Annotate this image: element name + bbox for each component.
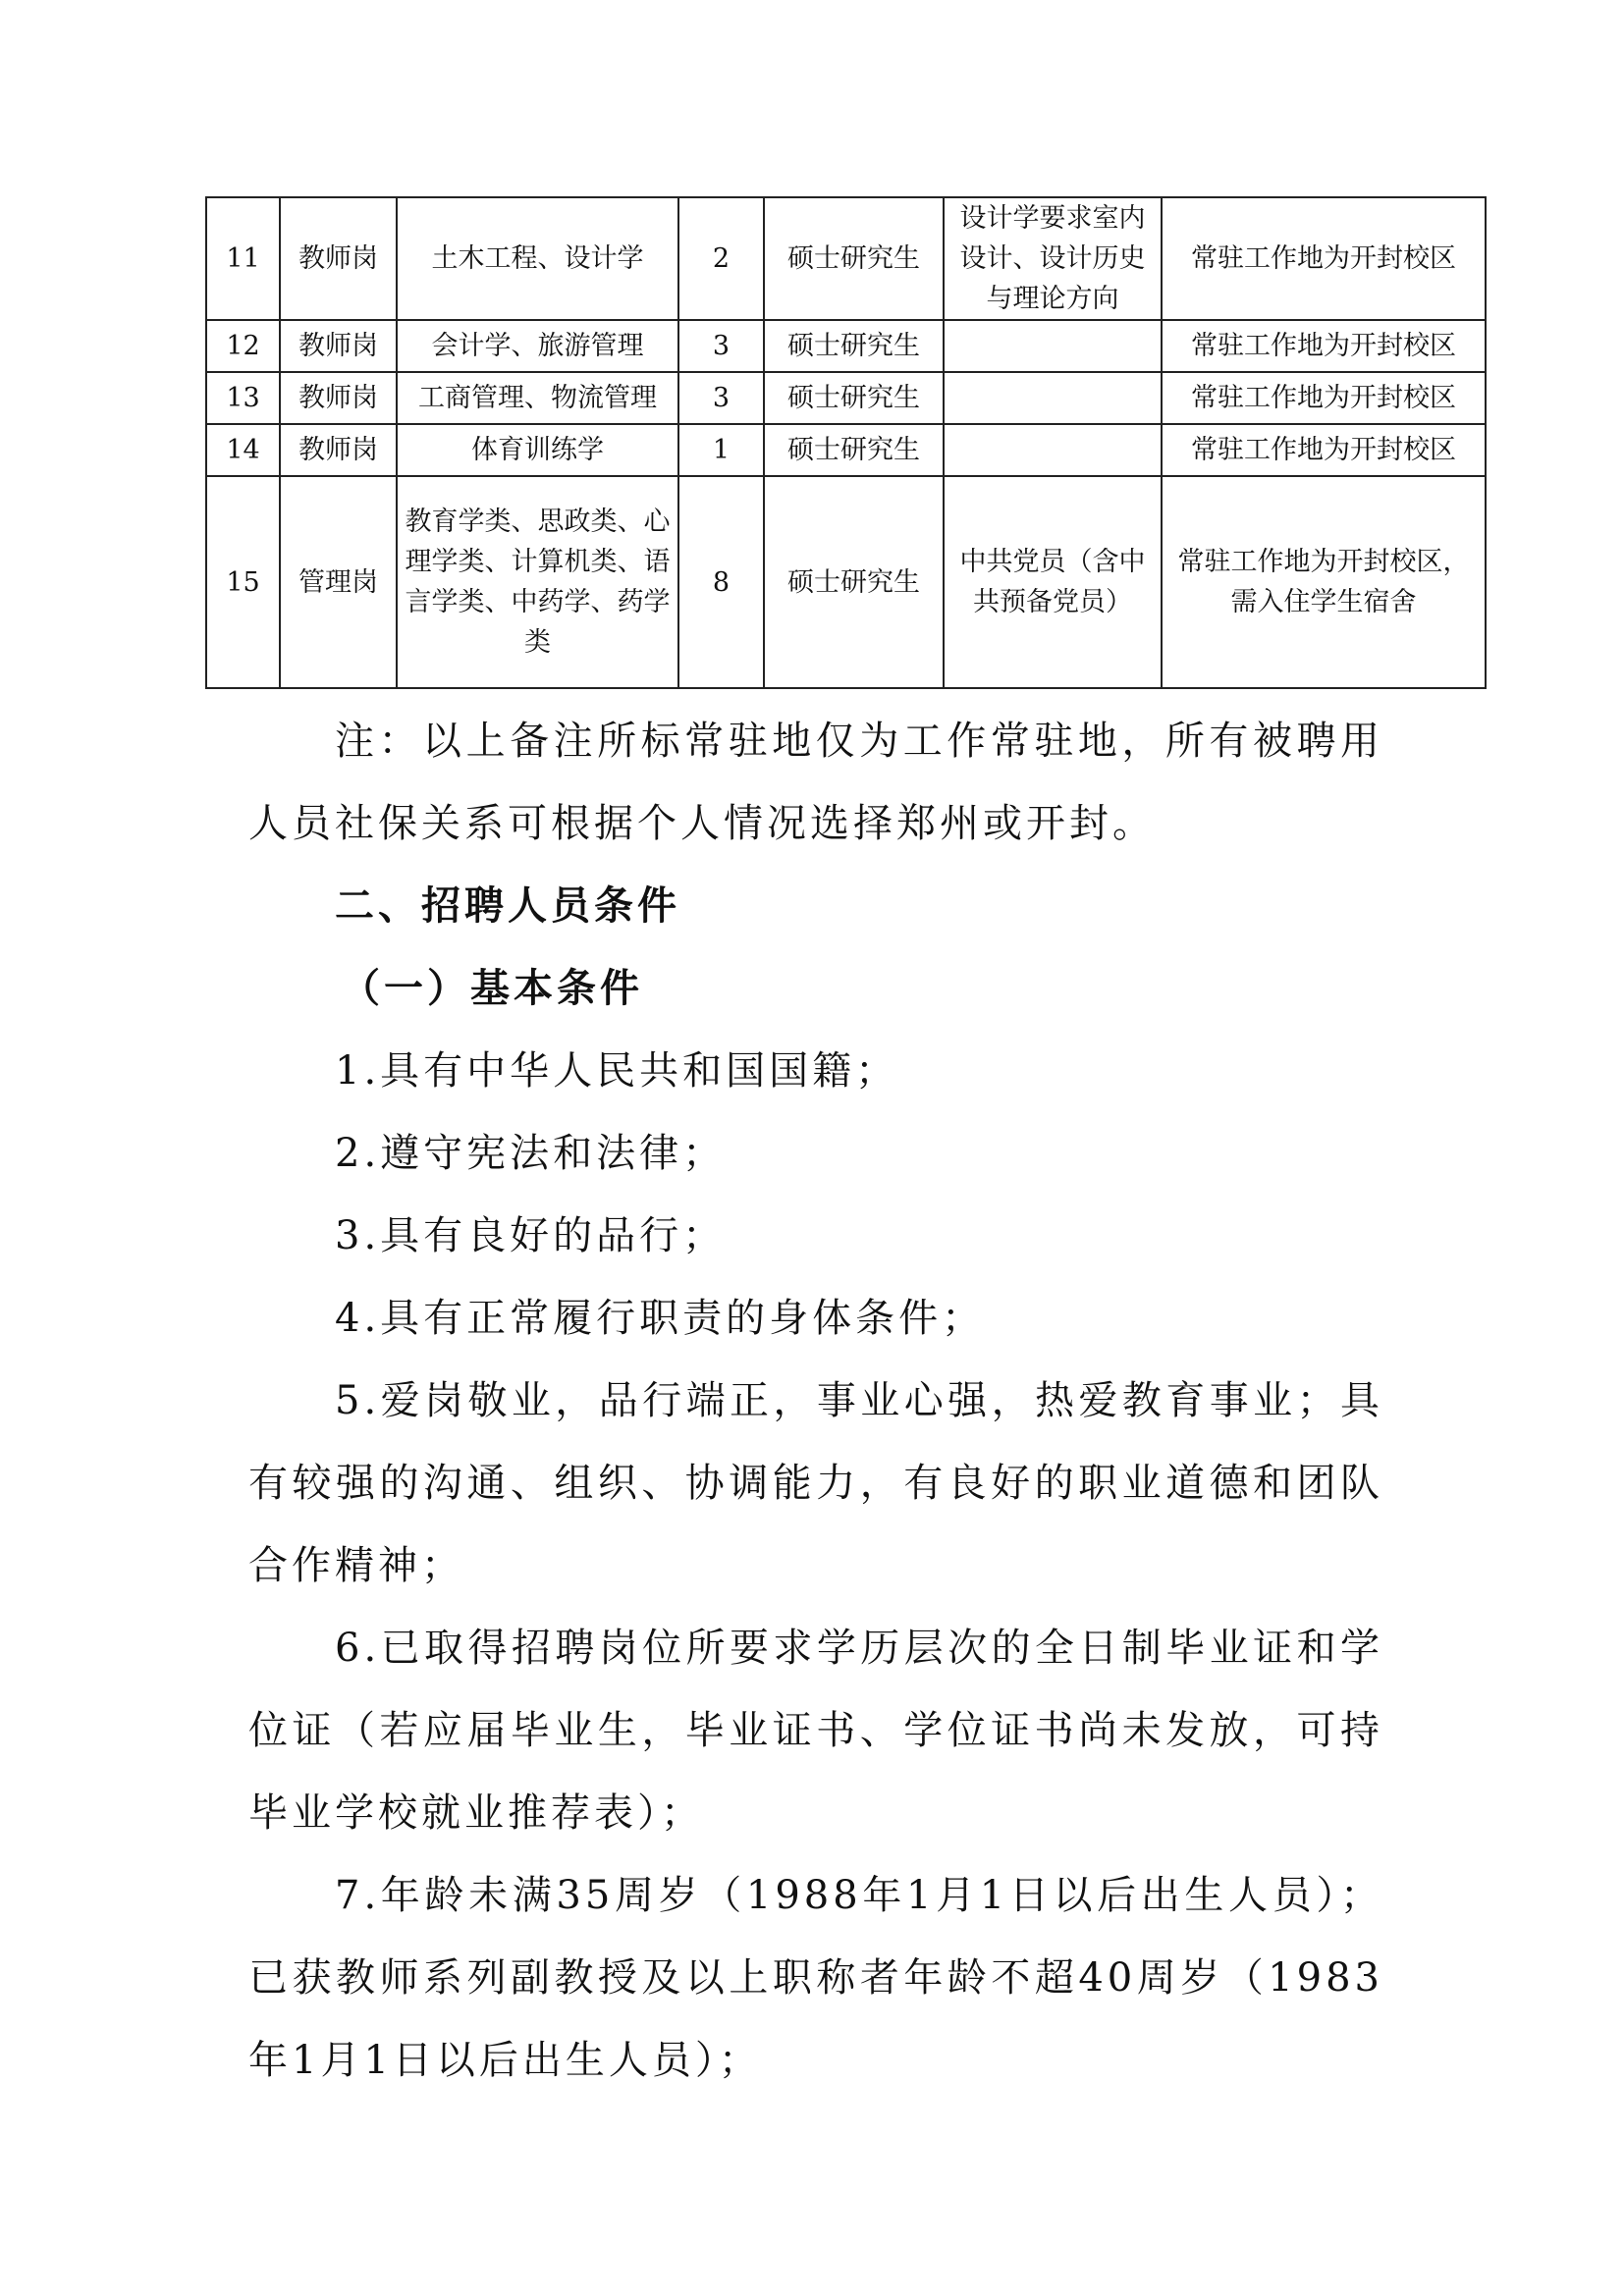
major: 会计学、旅游管理 xyxy=(397,320,678,372)
table-row xyxy=(206,197,1486,320)
table-row xyxy=(206,372,1486,424)
recruitment-table xyxy=(205,196,1487,689)
post-type: 教师岗 xyxy=(280,372,397,424)
education: 硕士研究生 xyxy=(764,372,944,424)
remark: 常驻工作地为开封校区，需入住学生宿舍 xyxy=(1162,476,1486,688)
post-type: 管理岗 xyxy=(280,476,397,688)
headcount: 3 xyxy=(678,372,764,424)
row-number: 13 xyxy=(206,372,280,424)
education: 硕士研究生 xyxy=(764,476,944,688)
education: 硕士研究生 xyxy=(764,320,944,372)
remark: 常驻工作地为开封校区 xyxy=(1162,372,1486,424)
condition-item: 7.年龄未满35周岁（1988年1月1日以后出生人员）；已获教师系列副教授及以上职称者年龄不超40周岁（1983年1月1日以后出生人员）； xyxy=(248,1873,1383,2083)
table-row xyxy=(206,320,1486,372)
post-type: 教师岗 xyxy=(280,320,397,372)
post-type: 教师岗 xyxy=(280,197,397,320)
remark: 常驻工作地为开封校区 xyxy=(1162,320,1486,372)
education: 硕士研究生 xyxy=(764,197,944,320)
major: 工商管理、物流管理 xyxy=(397,372,678,424)
condition-item: 6.已取得招聘岗位所要求学历层次的全日制毕业证和学位证（若应届毕业生，毕业证书、学位证书尚未发放，可持毕业学校就业推荐表）； xyxy=(248,1626,1383,1836)
major: 土木工程、设计学 xyxy=(397,197,678,320)
major: 体育训练学 xyxy=(397,424,678,476)
requirement: 设计学要求室内设计、设计历史与理论方向 xyxy=(944,197,1162,320)
remark: 常驻工作地为开封校区 xyxy=(1162,424,1486,476)
row-number: 12 xyxy=(206,320,280,372)
condition-item: 3.具有良好的品行； xyxy=(335,1213,727,1258)
body-text xyxy=(248,700,1383,2102)
requirement xyxy=(944,424,1162,476)
row-number: 11 xyxy=(206,197,280,320)
headcount: 1 xyxy=(678,424,764,476)
remark: 常驻工作地为开封校区 xyxy=(1162,197,1486,320)
headcount: 2 xyxy=(678,197,764,320)
table-row xyxy=(206,424,1486,476)
requirement xyxy=(944,372,1162,424)
subsection-title: （一）基本条件 xyxy=(341,965,643,1011)
table-note: 注：以上备注所标常驻地仅为工作常驻地，所有被聘用人员社保关系可根据个人情况选择郑州或开封。 xyxy=(248,719,1383,846)
requirement xyxy=(944,320,1162,372)
education: 硕士研究生 xyxy=(764,424,944,476)
post-type: 教师岗 xyxy=(280,424,397,476)
condition-item: 1.具有中华人民共和国国籍； xyxy=(335,1048,899,1094)
condition-item: 4.具有正常履行职责的身体条件； xyxy=(335,1296,986,1341)
condition-item: 5.爱岗敬业，品行端正，事业心强，热爱教育事业；具有较强的沟通、组织、协调能力，有良好的职业道德和团队合作精神； xyxy=(248,1378,1383,1588)
condition-item: 2.遵守宪法和法律； xyxy=(335,1131,727,1176)
row-number: 14 xyxy=(206,424,280,476)
section-title: 二、招聘人员条件 xyxy=(335,882,680,929)
row-number: 15 xyxy=(206,476,280,688)
headcount: 3 xyxy=(678,320,764,372)
requirement: 中共党员（含中共预备党员） xyxy=(944,476,1162,688)
table-row xyxy=(206,476,1486,688)
major: 教育学类、思政类、心理学类、计算机类、语言学类、中药学、药学类 xyxy=(397,476,678,688)
headcount: 8 xyxy=(678,476,764,688)
